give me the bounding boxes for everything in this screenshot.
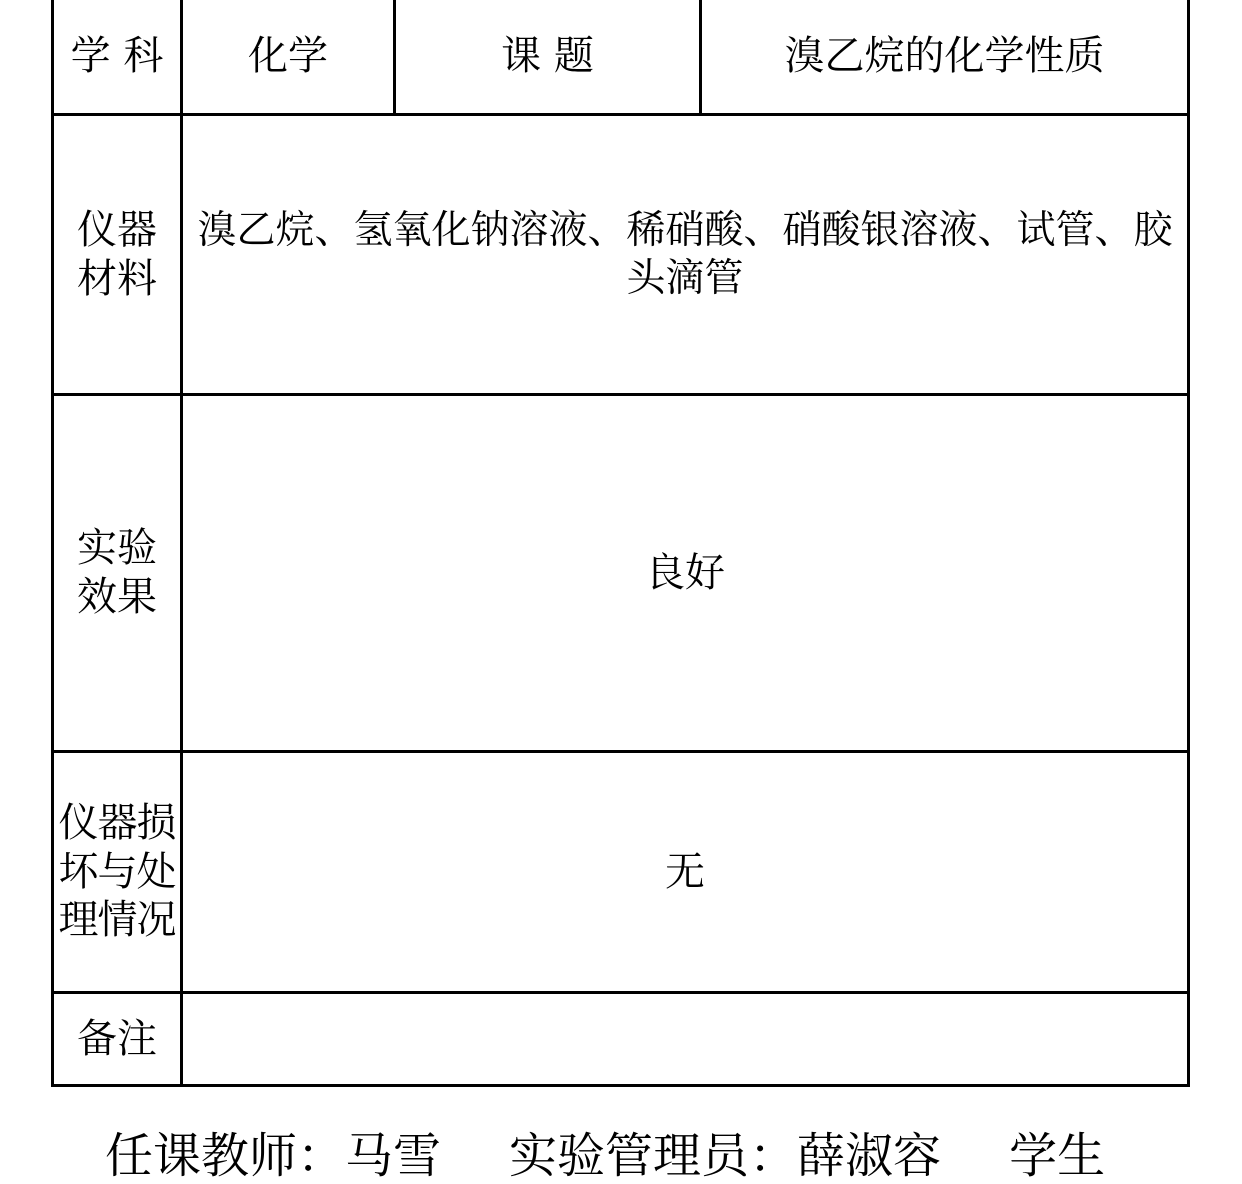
- lab-manager-label: 实验管理员：: [509, 1128, 798, 1184]
- damage-row: [53, 752, 1189, 993]
- effect-value: 良好: [182, 395, 1189, 752]
- damage-label-line-1: 仪器损: [58, 799, 176, 846]
- lab-manager-name: 薛淑容: [797, 1128, 942, 1184]
- materials-row: [53, 115, 1189, 395]
- materials-label: [53, 115, 182, 395]
- materials-label-line-2: 材料: [77, 255, 157, 302]
- subject-value: 化学: [182, 0, 395, 115]
- damage-label: [53, 752, 182, 993]
- materials-label-line-1: 仪器: [77, 206, 157, 253]
- effect-label-line-2: 效果: [77, 574, 157, 620]
- effect-label: [53, 395, 182, 752]
- topic-label: 课 题: [395, 0, 701, 115]
- remarks-value: [182, 993, 1189, 1086]
- student-label: 学生: [1009, 1128, 1106, 1184]
- materials-value: 溴乙烷、氢氧化钠溶液、稀硝酸、硝酸银溶液、试管、胶头滴管: [197, 207, 1173, 301]
- effect-label-line-1: 实验: [77, 525, 157, 572]
- remarks-row: [53, 993, 1189, 1086]
- teacher-name: 马雪: [345, 1128, 442, 1184]
- damage-value: 无: [182, 752, 1189, 993]
- damage-label-line-2: 坏与处: [58, 848, 176, 895]
- remarks-label: 备注: [53, 993, 182, 1086]
- subject-label: 学 科: [53, 0, 182, 115]
- signature-footer: [105, 1128, 1106, 1184]
- damage-label-line-3: 理情况: [58, 897, 176, 944]
- effect-row: [53, 395, 1189, 752]
- topic-value: 溴乙烷的化学性质: [701, 0, 1189, 115]
- experiment-record-table: [51, 0, 1190, 1087]
- subject-row: [53, 0, 1189, 115]
- teacher-label: 任课教师：: [105, 1128, 346, 1184]
- materials-cell: [182, 115, 1189, 395]
